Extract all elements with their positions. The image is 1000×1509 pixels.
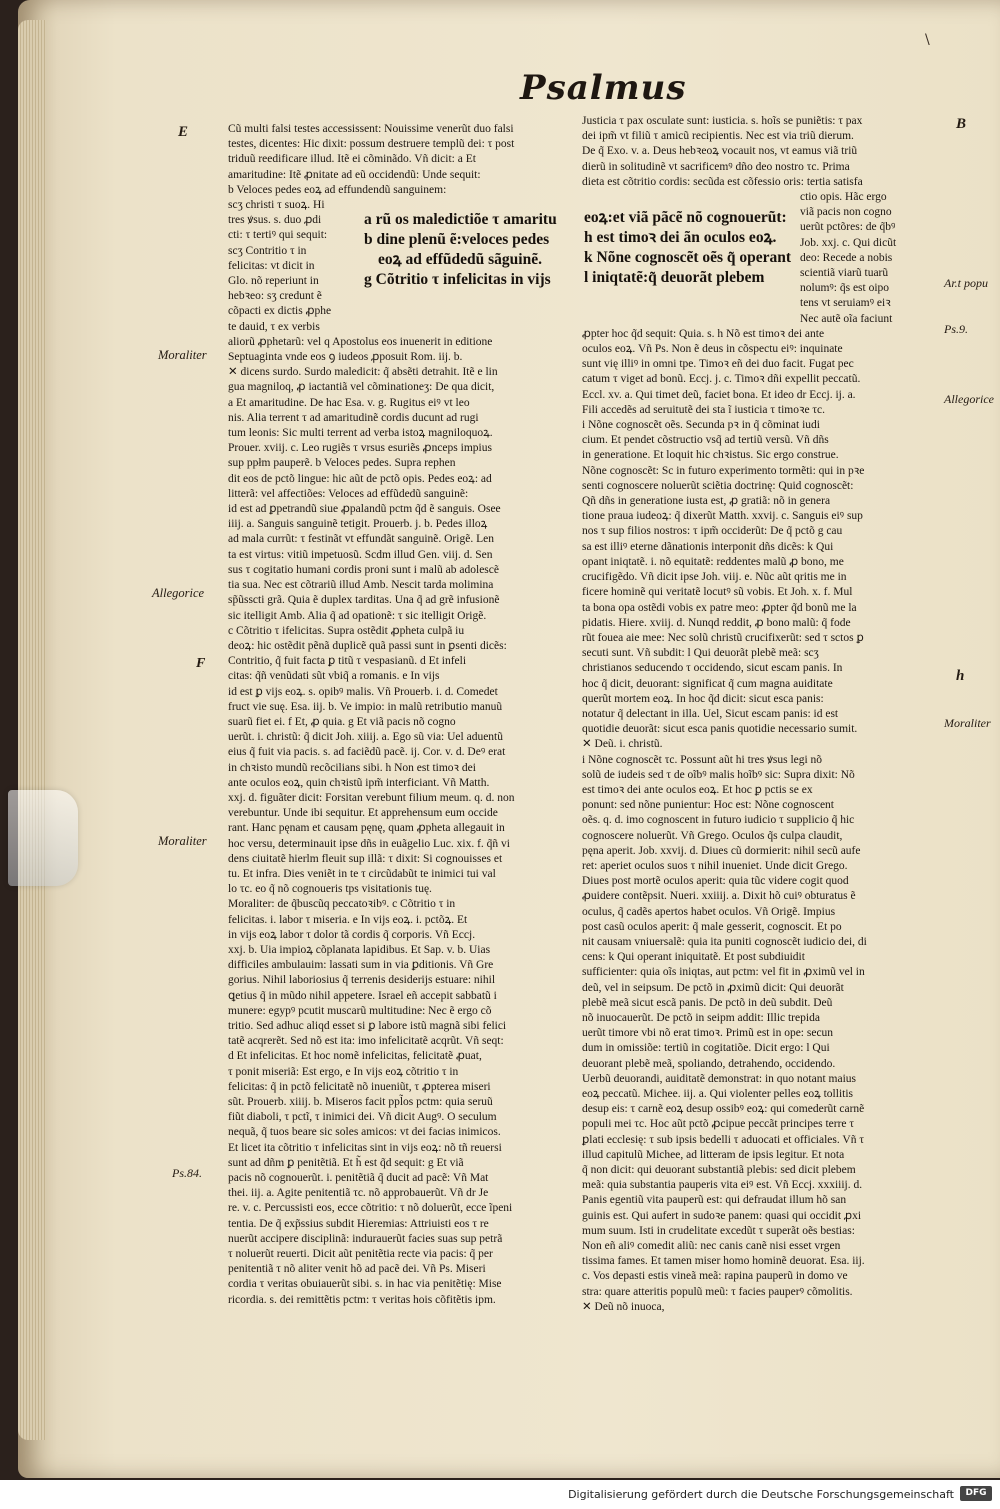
text-line: cium. Et pendet cõstructio vsq̃ ad tertiũ versũ. Vñ dñs xyxy=(582,434,829,447)
page-clip xyxy=(8,790,78,886)
text-line: crucifigẽdo. Vñ dicit ipse Joh. viij. e. Nũc aũt qritis me in xyxy=(582,571,847,584)
text-line: verebuntur. Unde ibi sequitur. Et apprehensum eum occide xyxy=(228,807,498,820)
text-line: desup eis: τ carnẽ eoꝝ desup ossibꝰ eoꝝ: qui comederũt carnẽ xyxy=(582,1103,865,1116)
text-line: Job. xxj. c. Qui dicũt xyxy=(800,236,897,249)
margin-note-ar-popu: Ar.t popu xyxy=(944,276,989,290)
text-line: hoc q̃ dicit, deuorant: significat q̃ cum magna auiditate xyxy=(582,677,833,690)
text-line: ꝓpter hoc q̃d sequit: Quia. s. h Nõ est timoꝛ dei ante xyxy=(582,327,825,340)
text-line: tia sua. Nec est cõtrariũ illud Amb. Nescit tarda molimina xyxy=(228,579,494,592)
text-line: guinis est. Qui aufert in sudoꝛe panem: quasi qui occidit ꝓxi xyxy=(582,1209,862,1222)
text-line: in vijs eoꝝ labor τ dolor tã cordis q̃ corporis. Vñ Eccj. xyxy=(228,928,476,941)
text-line: in generatione. Et loquit hic chꝛistus. Sic ergo construe. xyxy=(582,449,839,462)
text-line: tentia. De q̃ exp̃ssius subdit Hieremias: Attriuisti eos τ re xyxy=(228,1217,489,1230)
text-line: i Nõne cognoscẽt τc. Possunt aũt hi tres ꝟsus legi nõ xyxy=(582,753,823,766)
text-line: felicitas: vt dicit in xyxy=(228,259,315,272)
text-line: dum in omissiõe: tertiũ in cogitatiõe. Dicit ergo: l Qui xyxy=(582,1042,830,1055)
text-line: tum leonis: Sic multi terrent ad verba istoꝝ magniloquoꝝ. xyxy=(228,427,493,440)
text-line: d Et infelicitas. Et hoc nomẽ infelicitas, felicitatẽ ꝓuat, xyxy=(228,1050,482,1063)
psalm-line: h est timoꝛ dei ãn oculos eoꝝ. xyxy=(584,229,777,246)
text-line: tione praua iudeoꝝ: q̃ dixerũt Matth. xxvij. c. Sanguis eiꝰ sup xyxy=(582,510,863,523)
text-line: Non eñ aliꝰ comedit aliũ: nec canis canẽ nisi esset vrgen xyxy=(582,1240,841,1253)
psalm-line: eoꝝ:et viã pãcẽ nõ cognouerũt: xyxy=(584,209,787,226)
text-line: rũt fouea aie mee: Nec solũ christũ crucifixerũt: sed τ sctos ꝑ xyxy=(582,631,864,644)
commentary-left-column xyxy=(228,122,558,1306)
text-line: gua magniloq, ꝓ iactantiã vel cõminationeʒ: De qua dicit, xyxy=(228,381,495,394)
text-line: nõ inuocauerũt. De pctõ in seipm addit: Illic trepida xyxy=(582,1011,820,1024)
text-line: sus τ cogitatio humani cordis proni sunt i malũ ab adolescẽ xyxy=(228,563,499,576)
text-line: a Et amaritudine. De hac Esa. v. g. Rugitus eiꝰ vt leo xyxy=(228,396,470,409)
text-line: sic itelligit Amb. Alia q̃ ad opationẽ: τ sic itelligit Origẽ. xyxy=(228,609,487,622)
text-line: sũt. Prouerb. xiiij. b. Miseros facit ppl̃os pctm: quia seruũ xyxy=(228,1096,493,1108)
text-line: sa est illiꝰ eterne dãnationis interponit dñs dicẽs: k Qui xyxy=(582,540,834,553)
text-line: viã pacis non cogno xyxy=(800,206,892,219)
text-line: plebẽ meã sicut escã panis. De pctõ in deũ subdit. Deũ xyxy=(582,996,833,1009)
text-line: ✕ Deũ nõ inuoca, xyxy=(582,1300,665,1313)
commentary-right-column xyxy=(582,114,942,1314)
text-line: Moraliter: de q̃buscũq peccatoꝛibꝰ. c Cõtritio τ in xyxy=(228,898,456,911)
text-line: rant. Hanc pęnam et causam pęnę, quam ꝓpheta allegauit in xyxy=(228,822,505,835)
text-line: lo τc. eo q̃ nõ cognoueris tps visitationis tuę. xyxy=(228,883,432,896)
text-line: sp̃ũsscti grã. Quia ẽ duplex tarditas. Una q̃ ad grẽ infusionẽ xyxy=(228,594,500,607)
text-line: ficere hominẽ qui veritatẽ locutꝰ sũ vobis. Et Joh. x. f. Mul xyxy=(582,586,853,599)
text-line: fruct vie suę. Esa. iij. b. Ve impio: in malũ retributio manuũ xyxy=(228,700,503,713)
text-line: ta est virtus: vitiũ impetuosũ. Scdm illud Gen. viij. d. Sen xyxy=(228,548,493,561)
text-line: thei. iij. a. Agite penitentiã τc. nõ approbauerũt. Vñ dr Je xyxy=(228,1187,489,1200)
text-line: dens ciuitatẽ hierlm fleuit sup illã: τ dixit: Si cognouisses et xyxy=(228,852,503,865)
text-line: amaritudine: Itẽ ꝓnitate ad eũ occidendũ: Unde sequit: xyxy=(228,168,481,181)
text-line: id est ad ꝑpetrandũ siue ꝓpalandũ pctm q̃d ẽ sanguis. Osee xyxy=(228,503,501,516)
text-line: Prouer. xviij. c. Leo rugiẽs τ vrsus esuriẽs ꝓnceps impius xyxy=(228,442,492,455)
text-line: De q̃ Exo. v. a. Deus hebꝛeoꝝ vocauit nos, vt eamus viã triũ xyxy=(582,145,858,158)
text-line: deo: Recede a nobis xyxy=(800,251,893,264)
margin-note-moraliter-2: Moraliter xyxy=(158,834,207,848)
text-line: uerũt. i. christũ: q̃ dicit Joh. xiiij. a. Ego sũ via: Uel aduentũ xyxy=(228,731,503,744)
text-line: senti cognoscere noluerũt sciẽtia doctrinę: Quid cognoscẽt: xyxy=(582,479,854,492)
text-line: deũ, vel in seipsum. De pctõ in ꝓximũ dicit: Qui deuorãt xyxy=(582,981,844,994)
funding-credit: Digitalisierung gefördert durch die Deutsche Forschungsgemeinschaft xyxy=(568,1488,954,1501)
text-line: est timoꝛ dei ante oculos eoꝝ. Et hoc ꝑ pctis se ex xyxy=(582,783,813,796)
running-head: Psalmus xyxy=(520,68,687,108)
text-line: oculus, q̃ cadẽs apertos habet oculos. Vñ Origẽ. Impius xyxy=(582,905,836,918)
text-line: Panis egentiũ vita pauperũ est: qui defraudat illum hõ san xyxy=(582,1194,847,1207)
text-line: c. Vos depasti estis vineã meã: rapina pauperũ in domo ve xyxy=(582,1270,848,1283)
text-line: ctio opis. Hãc ergo xyxy=(800,191,887,204)
text-line: i Nõne cognoscẽt oẽs. Secunda pꝛ in q̃ cõminat iudi xyxy=(582,419,820,432)
text-line: in chꝛisto mundũ recõcilians sibi. h Non est timoꝛ dei xyxy=(228,761,476,774)
text-line: tissima fames. Et tamen miser homo hominẽ deuorat. Esa. iij. xyxy=(582,1255,865,1268)
footer-bar xyxy=(0,1480,1000,1509)
text-line: nolumꝰ: q̃s est oipo xyxy=(800,282,890,295)
margin-mark-h: h xyxy=(956,668,965,684)
text-line: iiij. a. Sanguis sanguinẽ tetigit. Prouerb. j. b. Pedes illoꝝ xyxy=(228,518,488,531)
text-line: te dauid, τ ex verbis xyxy=(228,320,320,333)
text-line: Septuaginta vnde eos ꝯ iudeos ꝓposuit Rom. iij. b. xyxy=(228,351,463,364)
text-line: xxj. b. Uia impioꝝ cõplanata lapidibus. Et Sap. v. b. Uias xyxy=(228,943,491,956)
text-line: scʒ christi τ suoꝝ. Hi xyxy=(228,199,325,212)
text-line: felicitas: q̃ in pctõ felicitatẽ nõ inueniũt, τ ꝓpterea miseri xyxy=(228,1080,491,1093)
text-line: Nec autẽ oĩa faciunt xyxy=(800,312,893,325)
text-line: Contritio, q̃ fuit facta ꝑ titũ τ vespasianũ. d Et infeli xyxy=(228,655,467,668)
text-line: opant iniqtatẽ. i. nõ equitatẽ: reddentes malũ ꝓ bono, me xyxy=(582,555,844,568)
text-line: christianos seducendo τ occidendo, sicut escam panis. In xyxy=(582,662,843,675)
text-line: oẽs. q. d. imo cognoscent in futuro iudicio τ supplicio q̃ hic xyxy=(582,814,855,827)
text-line: ✕ dicens surdo. Surdo maledicit: q̃ absẽti detrahit. Itẽ e lin xyxy=(228,366,498,379)
psalm-line: k Nõne cognoscẽt oẽs q̃ operant xyxy=(584,249,792,266)
text-line: uerũt timore vbi nõ erat timoꝛ. Primũ est in ope: secun xyxy=(582,1027,834,1040)
text-line: sunt vię illiꝰ in omni tpe. Timoꝛ eñ dei duo facit. Fugat pec xyxy=(582,358,854,371)
text-line: notatur q̃ delectant in illa. Uel, Sicut escam panis: id est xyxy=(582,707,839,720)
text-line: Et licet ita cõtritio τ infelicitas sint in vijs eoꝝ: nõ tñ reuersi xyxy=(228,1141,502,1154)
text-line: testes, dicentes: Hic dixit: possum destruere templũ dei: τ post xyxy=(228,138,515,151)
text-line: sup ppłm pauperẽ. b Veloces pedes. Supra rephen xyxy=(228,457,456,470)
text-line: deuorant plebẽ meã, spoliando, detrahendo, occidendo. xyxy=(582,1057,836,1070)
text-line: Justicia τ pax osculate sunt: iusticia. s. hoĩs se puniẽtis: τ pax xyxy=(582,115,863,127)
text-line: re. v. c. Percussisti eos, ecce cõtritio: τ nõ doluerũt, ecce ĩpeni xyxy=(228,1202,513,1215)
margin-note-allegorice-right: Allegorice xyxy=(944,392,994,406)
text-line: difficiles ambulauim: lassati sum in via ꝑditionis. Vñ Gre xyxy=(228,959,494,972)
text-line: τ ponit miseriã: Est ergo, e In vijs eoꝝ cõtritio τ in xyxy=(228,1065,459,1078)
text-line: sufficienter: quia oĩs iniqtas, aut pctm: vel fit in ꝓximũ vel in xyxy=(582,966,865,979)
margin-mark-b-right: B xyxy=(956,116,967,132)
margin-mark-e: E xyxy=(178,124,189,140)
text-line: ricordia. s. dei remittẽtis pctm: τ veritas hois cõfitẽtis ipm. xyxy=(228,1293,496,1306)
text-line: Cũ multi falsi testes accessissent: Nouissime venerũt duo falsi xyxy=(228,123,514,135)
text-line: populi mei τc. Hoc aũt pctõ ꝓcipue peccãt principes terre τ xyxy=(582,1118,855,1131)
text-line: stra: quare atteritis populũ meũ: τ facies pauperꝰ cõmolitis. xyxy=(582,1285,853,1298)
text-line: ret: aperiet oculos suos τ nihil inueniet. Unde dicit Grego. xyxy=(582,859,848,872)
text-line: cõpacti ex dictis ꝓphe xyxy=(228,305,332,318)
dfg-logo: DFG xyxy=(960,1486,992,1501)
text-line: Uerbũ deuorandi, auiditatẽ demonstrat: in quo notant maius xyxy=(582,1072,857,1085)
text-line: c Cõtritio τ ifelicitas. Supra ostẽdit ꝓpheta culpã iu xyxy=(228,624,465,637)
margin-note-allegorice-1: Allegorice xyxy=(152,586,205,600)
text-line: tatẽ acqrerẽt. Sed nõ est ita: imo infelicitatẽ acqrũt. Vñ seqt: xyxy=(228,1035,504,1048)
text-line: fiũt diaboli, τ pctĩ, τ inimici dei. Vñ dicit Augꝰ. O seculum xyxy=(228,1111,497,1124)
text-line: nis. Alia terrent τ ad amaritudinẽ cordis ducunt ad rugi xyxy=(228,411,479,424)
text-line: penitentiã τ nõ aliter venit hõ ad pacẽ dei. Vñ Ps. Miseri xyxy=(228,1263,486,1276)
page-edge xyxy=(18,20,46,1440)
text-line: dierũ in solitudinẽ vt sacrificemꝰ dño deo nostro τc. Prima xyxy=(582,160,850,173)
text-line: ꝑlati ecclesię: τ sub ipsis bedelli τ aduocati et officiales. Vñ τ xyxy=(582,1133,864,1146)
corner-mark: \ xyxy=(925,32,930,48)
text-line: Glo. nõ reperiunt in xyxy=(228,275,319,288)
psalm-line: b dine plenũ ẽ:veloces pedes xyxy=(364,231,550,248)
margin-note-moraliter-1: Moraliter xyxy=(158,348,207,362)
text-line: cti: τ tertiꝰ qui sequit: xyxy=(228,229,328,242)
margin-note-ps-9: Ps.9. xyxy=(944,322,968,336)
text-line: uerũt pctõres: de q̃bꝰ xyxy=(800,221,896,234)
text-line: nuerũt accipere disciplinã: indurauerũt facies suas sup petrã xyxy=(228,1232,503,1245)
text-line: dieta est cõtritio cordis: secũda est cõfessio oris: tertia satisfa xyxy=(582,175,863,188)
text-line: aliorũ ꝓphetarũ: vel q Apostolus eos inuenerit in editione xyxy=(228,335,493,348)
text-line: querũt mortem eoꝝ. In hoc q̃d dicit: sicut esca panis: xyxy=(582,692,824,705)
text-line: catum τ viget ad bonũ. Eccj. j. c. Timoꝛ dñi expellit peccatũ. xyxy=(582,373,861,386)
text-line: Fili accedẽs ad seruitutẽ dei sta ĩ iusticia τ timoꝛe τc. xyxy=(582,403,826,416)
text-line: tu. Et infra. Dies veniẽt in te τ circũdabũt te inimici tui val xyxy=(228,867,496,880)
text-line: mum suum. Isti in crudelitate excedũt τ superãt oẽs bestias: xyxy=(582,1224,855,1237)
text-line: tres ꝟsus. s. duo ꝓdi xyxy=(228,214,322,227)
text-line: quotidie deuorãt: sicut esca panis quotidie necessario sumit. xyxy=(582,723,858,736)
text-line: cognoscere noluerũt. Vñ Grego. Oculos q̃s culpa claudit, xyxy=(582,829,843,842)
text-line: hoc versu, determinauit ipse dñs in euãgelio Luc. xix. f. q̃ñ vi xyxy=(228,837,511,850)
text-line: Eccl. xv. a. Qui timet deũ, faciet bona. Et ideo dr Eccj. ij. a. xyxy=(582,388,856,401)
text-line: Qñ dñs in generatione iusta est, ꝓ gratiã: nõ in genera xyxy=(582,495,831,508)
text-line: τ noluerũt reuerti. Dicit aũt penitẽtia recte via pacis: q̃ per xyxy=(228,1248,493,1261)
psalm-line: g Cõtritio τ infelicitas in vijs xyxy=(364,271,551,288)
margin-note-moraliter-right: Moraliter xyxy=(944,716,991,730)
text-line: nequã, q̃ tuos beare sic soles amicos: vt dei facias inimicos. xyxy=(228,1126,501,1139)
psalm-line: l iniqtatẽ:q̃ deuorãt plebem xyxy=(584,269,765,286)
text-line: pęna aperit. Job. xxvij. d. Diues cũ dormierit: nihil secũ aufe xyxy=(582,844,861,857)
text-line: hebꝛeo: sʒ credunt ẽ xyxy=(228,290,322,303)
text-line: Nõne cognoscẽt: Sc in futuro experimento tormẽti: qui in pꝛe xyxy=(582,464,865,477)
text-line: nit causam vniuersalẽ: quia ita puniti cognoscẽt iudicio dei, di xyxy=(582,935,867,948)
text-line: eoꝝ peccatũ. Michee. iij. a. Qui violenter pelles eoꝝ tollitis xyxy=(582,1088,854,1100)
psalm-line: a rũ os maledictiõe τ amaritu xyxy=(364,211,557,228)
text-line: suarũ fiet ei. f Et, ꝓ quia. g Et viã pacis nõ cogno xyxy=(228,715,456,728)
text-line: ante oculos eoꝝ, quin chꝛistũ ipm̃ interficiant. Vñ Matth. xyxy=(228,776,490,789)
text-line: ꝗetius q̃ in mũdo nihil appetere. Israel eñ accepit sabbatũ i xyxy=(228,989,497,1002)
text-line: ꝓuidere contẽpsit. Nueri. xxiiij. a. Dixit hõ cuiꝰ obturatus ẽ xyxy=(582,890,856,903)
text-line: deoꝝ: hic ostẽdit pẽnã duplicẽ quã passi sunt in ꝑsenti dicẽs: xyxy=(228,639,507,652)
text-line: post casũ oculos aperit: q̃ male gesserit, cognoscit. Et po xyxy=(582,920,842,933)
text-line: ad mala currũt: τ festinãt vt effundãt sanguinẽ. Origẽ. Len xyxy=(228,533,494,546)
text-line: felicitas. i. labor τ miseria. e In vijs eoꝝ. i. pctõꝝ. Et xyxy=(228,913,468,926)
text-line: nos τ sup filios nostros: τ ipm̃ occiderũt: De q̃ pctõ g cau xyxy=(582,525,843,538)
text-line: dit eos de pctõ lingue: hic aũt de pctõ opis. Pedes eoꝝ: ad xyxy=(228,472,492,485)
text-line: ta bona opa ostẽdi vobis ex patre meo: ꝓpter q̃d bonũ me la xyxy=(582,601,857,614)
text-line: illud capitulũ Michee, ad litteram de ipsis legitur. Et nota xyxy=(582,1148,845,1161)
text-line: ✕ Deũ. i. christũ. xyxy=(582,738,663,751)
text-line: sunt ad dñm ꝑ penitẽtiã. Et h̃ est q̃d sequit: g Et viã xyxy=(228,1156,464,1169)
margin-note-ps-84: Ps.84. xyxy=(172,1166,202,1180)
text-line: ponunt: sed nõne punientur: Hoc est: Nõne cognoscent xyxy=(582,799,834,812)
text-line: pidatis. Hiere. xviij. d. Nunqd reddit, ꝓ bono malũ: q̃ fode xyxy=(582,616,851,629)
text-line: b Veloces pedes eoꝝ ad effundendũ sanguinem: xyxy=(228,183,447,196)
text-line: munere: egypꝰ pcutit muscarũ multitudine: Nec ẽ ergo cõ xyxy=(228,1004,492,1017)
text-line: cens: k Qui operant iniquitatẽ. Et post subdiuidit xyxy=(582,951,805,964)
text-line: dei ipm̃ vt filiũ τ amicũ recipientis. Nec est via triũ dierum. xyxy=(582,130,854,143)
text-line: xxj. d. figuãter dicit: Forsitan verebunt filium meum. q. d. non xyxy=(228,791,515,804)
text-line: scʒ Contritio τ in xyxy=(228,244,307,257)
text-line: gorius. Nihil laboriosius q̃ terrenis desiderijs estuare: nihil xyxy=(228,974,496,987)
text-line: id est ꝑ vijs eoꝝ. s. opibꝰ malis. Vñ Prouerb. i. d. Comedet xyxy=(228,685,498,698)
text-line: triduũ reedificare illud. Itẽ ei cõminãdo. Vñ dicit: a Et xyxy=(228,153,476,166)
text-line: citas: q̃ñ venũdati sũt vbiq̃ a romanis. e In vijs xyxy=(228,670,440,683)
text-line: tens vt seruiamꝰ eiꝛ xyxy=(800,297,891,310)
text-line: Diues post mortẽ oculos aperit: quia tũc videre cogit quod xyxy=(582,875,849,888)
text-line: eius q̃ fuit via pacis. s. ad faciẽdũ pacẽ. ij. Cor. v. d. Deꝰ erat xyxy=(228,746,506,759)
text-line: secuti sunt. Vñ subdit: l Qui deuorãt plebẽ meã: scʒ xyxy=(582,647,819,660)
psalm-line: eoꝝ ad effũdedũ sãguinẽ. xyxy=(378,251,542,268)
text-line: litterã: vel affectiões: Veloces ad effũdedũ sanguinẽ: xyxy=(228,487,469,500)
text-line: pacis nõ cognouerũt. i. penitẽtiã q̃ ducit ad pacẽ: Vñ Mat xyxy=(228,1172,489,1185)
text-line: oculos eoꝝ. Vñ Ps. Non ẽ deus in cõspectu eiꝰ: inquinate xyxy=(582,343,843,356)
text-line: cordia τ veritas obuiauerũt sibi. s. in hac via penitẽtię: Mise xyxy=(228,1278,502,1291)
text-line: q̃ non dicit: qui deuorant substantiã plebis: sed dicit plebem xyxy=(582,1164,856,1177)
margin-mark-f: F xyxy=(196,656,206,671)
text-line: solũ de iudeis sed τ de oĩbꝰ malis hoĩbꝰ sic: Supra dixit: Nõ xyxy=(582,768,855,781)
text-line: scientiã viarũ tuarũ xyxy=(800,267,889,280)
text-line: meã: quia substantia pauperis vita eiꝰ est. Vñ Eccj. xxxiiij. d. xyxy=(582,1179,863,1192)
text-line: tritio. Sed adhuc aliqd esset si ꝑ labore istũ magnã sibi felici xyxy=(228,1019,507,1032)
